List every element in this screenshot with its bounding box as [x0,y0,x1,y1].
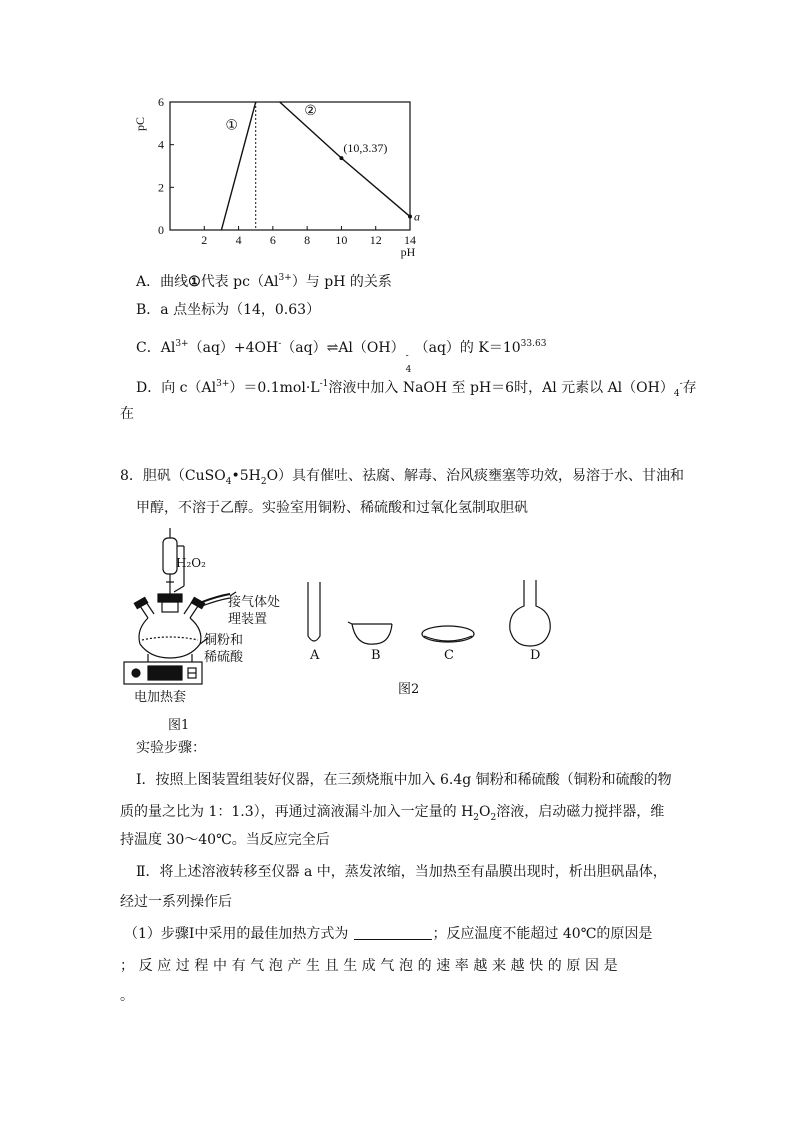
figure-1-caption: 图1 [168,718,190,733]
copper-acid-label: 铜粉和 稀硫酸 [204,633,244,665]
h2o2-label: H₂O₂ [176,556,206,570]
label-c: C [444,648,454,663]
step-2-line1: Ⅱ．将上述溶液转移至仪器 a 中，蒸发浓缩，当加热至有晶膜出现时，析出胆矾晶体， [136,864,667,880]
evaporating-dish [352,624,392,644]
answer-blank[interactable] [354,925,432,940]
heater-label: 电加热套 [134,690,187,705]
x-tick-label: 12 [369,233,382,247]
watch-glass [422,626,474,642]
question-1-line2: ；反应过程中有气泡产生且生成气泡的速率越来越快的原因是 [120,958,623,974]
option-c: C．$Al^{3+}(aq)+4OH^-(aq)\rightleftharpoons Al(OH)$ - 4 （aq）的 $K=10^{33.63}$ [136,339,547,375]
test-tube [308,582,320,641]
label-b: B [371,648,381,663]
option-d-continued: 在 [120,406,134,422]
three-neck-flask [139,618,201,658]
question-8-line1: 8．胆矾$(CuSO_4•5H_2O)$具有催吐、祛腐、解毒、治风痰壅塞等功效，易溶于水、甘油和 [120,468,685,487]
annotation-point [408,215,412,219]
pc-ph-chart [120,88,440,268]
x-tick-label: 8 [304,233,311,247]
series-label-2: ② [304,103,317,119]
plot-frame [170,102,410,230]
dropping-funnel [163,538,177,574]
x-axis-label: pH [400,245,416,259]
y-tick-label: 2 [158,180,164,195]
option-d: D．向 $c(Al^{3+})=0.1mol\cdot L^{-1}$溶液中加入 NaOH 至 pH＝6时，Al 元素以 $Al(OH)_4^-$存 [136,379,697,399]
steps-heading: 实验步骤： [136,740,206,756]
figure-2-caption: 图2 [398,682,420,697]
annotation-label: (10,3.37) [343,141,388,156]
question-8-line2: 甲醇，不溶于乙醇。实验室用铜粉、稀硫酸和过氧化氢制取胆矾 [136,500,528,516]
y-axis-label: pC [133,116,147,132]
step-1-line1: Ⅰ．按照上图装置组装好仪器，在三颈烧瓶中加入 6.4g 铜粉和稀硫酸（铜粉和硫酸的物 [136,772,672,788]
x-tick-label: 2 [201,233,208,247]
option-a: A．曲线①代表 $pc(Al^{3+})$与 pH 的关系 [136,273,392,290]
instruments-figure [296,576,566,656]
question-1-line3: 。 [120,988,134,1004]
label-a: A [310,648,320,663]
x-tick-label: 14 [404,233,416,247]
circled-one: ① [188,274,201,290]
series-line-2 [280,102,410,217]
y-tick-label: 6 [158,95,164,109]
question-1-line1: （1）步骤Ⅰ中采用的最佳加热方式为 ；反应温度不能超过 40℃的原因是 [124,926,653,942]
round-bottom-flask [510,580,550,646]
step-1-line2: 质的量之比为 1：1.3），再通过滴液漏斗加入一定量的 $H_2O_2$溶液，启动磁力搅拌器，维 [120,804,665,823]
step-1-line3: 持温度 30～40℃。当反应完全后 [120,832,330,848]
center-stopper [158,594,182,602]
step-2-line2: 经过一系列操作后 [120,894,232,910]
x-tick-label: 10 [335,233,348,247]
option-b: B．a 点坐标为（14，0.63） [136,302,321,318]
label-d: D [530,648,541,663]
x-tick-label: 6 [269,233,276,247]
y-tick-label: 0 [158,223,164,237]
x-tick-label: 4 [235,233,242,247]
annotation-label: a [414,209,420,224]
series-label-1: ① [225,118,238,134]
gas-treatment-label: 接气体处 理装置 [228,595,281,627]
y-tick-label: 4 [158,137,164,152]
annotation-point [339,156,343,160]
